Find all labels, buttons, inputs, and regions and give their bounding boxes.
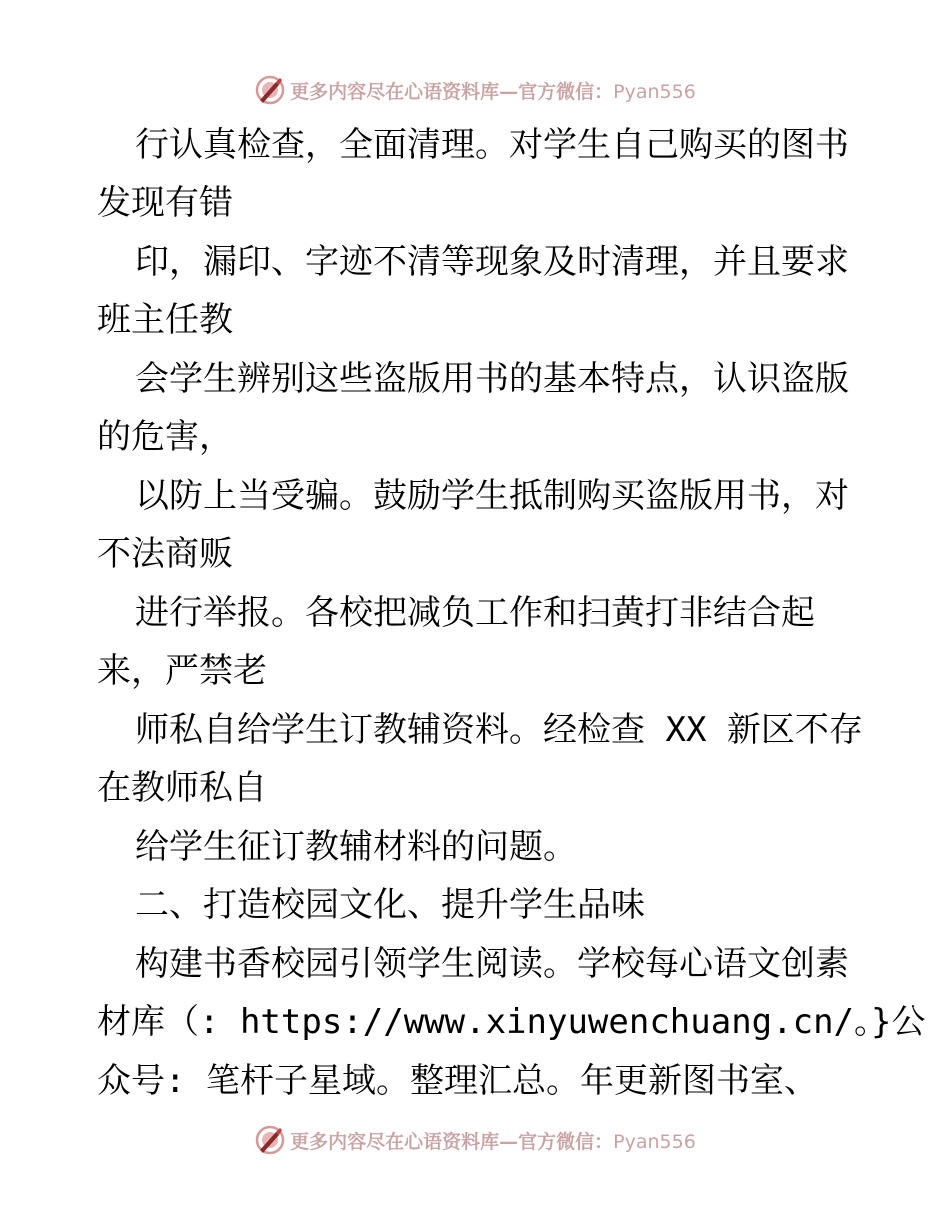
body-line-8: 不法商贩: [97, 534, 233, 574]
body-line-17: 众号: 笔杆子星域。整理汇总。年更新图书室、: [97, 1061, 818, 1101]
body-line-6: 的危害，: [97, 417, 233, 457]
body-line-7: 以防上当受骗。鼓励学生抵制购买盗版用书，对: [135, 476, 849, 516]
pen-seal-logo-icon: [254, 74, 286, 106]
body-line-3: 印，漏印、字迹不清等现象及时清理，并且要求: [135, 242, 849, 282]
body-line-15: 构建书香校园引领学生阅读。学校每心语文创素: [135, 944, 849, 984]
header-wechat-id: Pyan556: [613, 80, 696, 103]
body-line-2: 发现有错: [97, 183, 233, 223]
pen-seal-logo-icon: [254, 1124, 286, 1156]
body-line-16: 材库（: https://www.xinyuwenchuang.cn/。}公: [97, 1002, 926, 1042]
body-line-11: 师私自给学生订教辅资料。经检查 XX 新区不存: [135, 710, 863, 750]
body-line-1: 行认真检查，全面清理。对学生自己购买的图书: [135, 125, 849, 165]
body-line-10: 来，严禁老: [97, 651, 267, 691]
header-watermark-text: 更多内容尽在心语资料库—官方微信：Pyan556: [290, 80, 696, 103]
body-line-12: 在教师私自: [97, 768, 267, 808]
body-line-4: 班主任教: [97, 300, 233, 340]
section-heading: 二、打造校园文化、提升学生品味: [135, 885, 645, 925]
body-line-5: 会学生辨别这些盗版用书的基本特点，认识盗版: [135, 359, 849, 399]
footer-wechat-id: Pyan556: [613, 1130, 696, 1153]
body-line-13: 给学生征订教辅材料的问题。: [135, 827, 577, 867]
footer-watermark-banner: [0, 1122, 950, 1158]
footer-watermark-text: 更多内容尽在心语资料库—官方微信：Pyan556: [290, 1130, 696, 1153]
body-line-9: 进行举报。各校把减负工作和扫黄打非结合起: [135, 593, 815, 633]
header-watermark-banner: [0, 72, 950, 108]
